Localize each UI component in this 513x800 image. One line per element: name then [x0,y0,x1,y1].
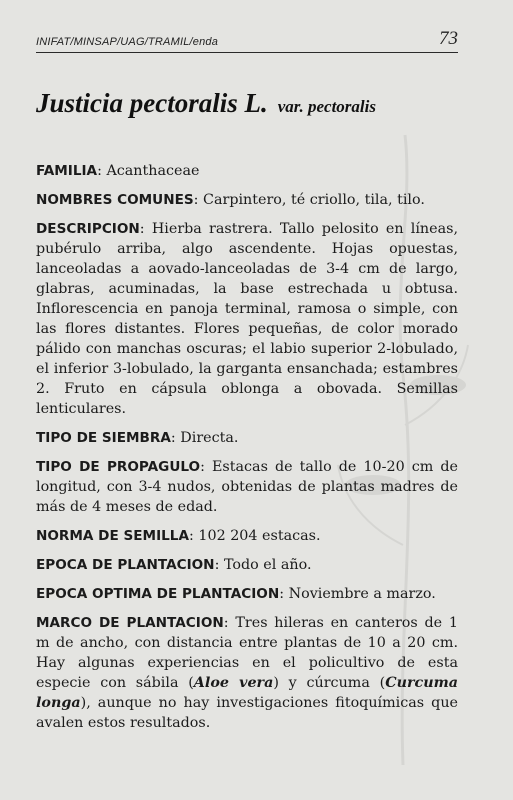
entry-label: DESCRIPCION [36,221,140,237]
entry-label: NORMA DE SEMILLA [36,528,189,544]
colon: : [200,459,205,475]
entry-epoca-plantacion [36,555,458,575]
scientific-name: Aloe vera [193,675,274,691]
entry-label: MARCO DE PLANTACION [36,615,224,631]
entry-norma-semilla [36,526,458,546]
entry-familia [36,161,458,181]
colon: : [193,192,199,208]
page-number: 73 [439,28,458,49]
entry-text: Estacas de tallo de 10-20 cm de longitud, con 3-4 nudos, obtenidas de plantas madres de más de 4 meses de edad. [36,459,458,515]
entry-text: ) y cúrcuma ( [273,675,386,691]
colon: : [189,528,194,544]
entry-text: Directa. [180,430,239,446]
entry-text: Hierba rastrera. Tallo pelosito en líneas, pubérulo arriba, algo ascendente. Hojas opuestas, lanceoladas a aovado-lanceoladas de 3-4 cm de largo, glabras, acuminadas, la base estrechada u obtusa. Inflorescencia en panoja terminal, ramosa o simple, con las flores distantes. Flores pequeñas, de color morado pálido con manchas oscuras; el labio superior 2-lobulado, el inferior 3-lobulado, la garganta ensanchada; estambres 2. Fruto en cápsula oblonga a obovada. Semillas lenticulares. [36,221,458,417]
entry-list [36,161,458,742]
running-header [36,30,458,53]
entry-text: Noviembre a marzo. [288,586,436,602]
entry-epoca-optima [36,584,458,604]
header-institutions: INIFAT/MINSAP/UAG/TRAMIL/enda [36,36,219,48]
entry-marco-plantacion [36,613,458,733]
entry-label: TIPO DE SIEMBRA [36,430,171,446]
colon: : [139,221,145,237]
species-name: Justicia pectoralis L. [36,88,268,118]
entry-text: Carpintero, té criollo, tila, tilo. [203,192,425,208]
entry-label: FAMILIA [36,163,98,179]
species-variety: var. pectoralis [277,97,376,116]
entry-text: ), aunque no hay investigaciones fitoquímicas que avalen estos resultados. [36,695,458,731]
entry-text: Tres hileras en canteros de 1 m de ancho, con distancia entre plantas de 10 a 20 cm. Hay algunas experiencias en el policultivo de esta especie con sábila ( [36,615,458,691]
colon: : [223,615,229,631]
entry-label: NOMBRES COMUNES [36,192,194,208]
entry-descripcion [36,219,458,419]
entry-label: EPOCA DE PLANTACION [36,557,215,573]
species-title [36,88,376,119]
colon: : [170,430,176,446]
entry-label: TIPO DE PROPAGULO [36,459,201,475]
colon: : [97,163,102,179]
entry-tipo-siembra [36,428,458,448]
entry-text: Acanthaceae [106,163,200,179]
entry-label: EPOCA OPTIMA DE PLANTACION [36,586,280,602]
scientific-name: Curcuma longa [36,675,458,711]
entry-tipo-propagulo [36,457,458,517]
colon: : [214,557,220,573]
entry-nombres-comunes [36,190,458,210]
entry-text: Todo el año. [223,557,312,573]
entry-text: 102 204 estacas. [198,528,321,544]
colon: : [279,586,285,602]
